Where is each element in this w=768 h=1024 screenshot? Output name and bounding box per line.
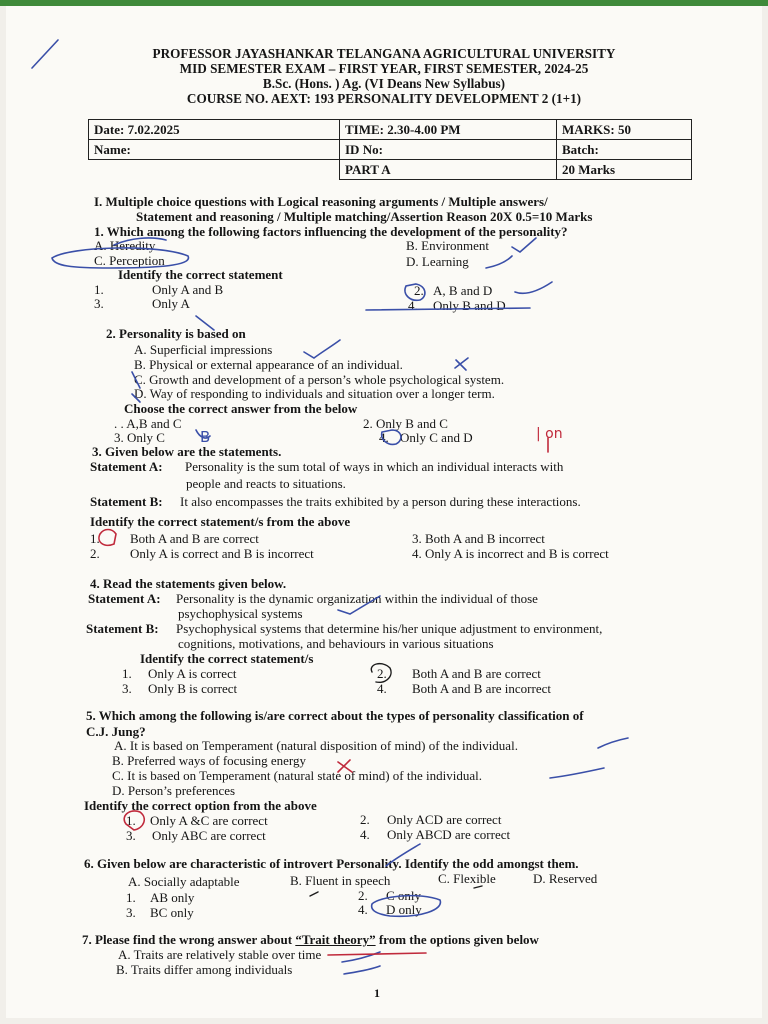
q6-choice-2: C only xyxy=(386,888,422,903)
q5-choice-1: Only A &C are correct xyxy=(150,813,268,828)
q5-choice-3: Only ABC are correct xyxy=(152,828,266,843)
q7-text-quote: “Trait theory” xyxy=(295,932,376,947)
q6-choice-4: D only xyxy=(386,902,422,917)
q1-choice-4-num: 4. xyxy=(408,298,418,313)
q5-option-c: C. It is based on Temperament (natural state of mind) of the individual. xyxy=(112,768,482,783)
empty-cell xyxy=(89,160,340,180)
q1-choice-3: Only A xyxy=(152,296,190,311)
q4-statement-b-line2: cognitions, motivations, and behaviours in various situations xyxy=(178,636,494,651)
q2-instruction: Choose the correct answer from the below xyxy=(124,401,358,416)
marks-cell: MARKS: 50 xyxy=(557,120,692,140)
q2-option-a: A. Superficial impressions xyxy=(134,342,273,357)
q4-choice-2-num: 2. xyxy=(377,666,387,681)
exam-info-table xyxy=(88,119,692,180)
q1-choice-2-num: 2. xyxy=(414,283,424,298)
q1-choice-1: Only A and B xyxy=(152,282,224,297)
q6-choice-3-num: 3. xyxy=(126,905,136,920)
handwritten-note-side: | on xyxy=(536,426,563,442)
part-cell: PART A xyxy=(340,160,557,180)
q3-text: 3. Given below are the statements. xyxy=(92,444,282,459)
q3-choice-2-num: 2. xyxy=(90,546,100,561)
q4-statement-a-line1: Personality is the dynamic organization within the individual of those xyxy=(176,591,538,606)
name-cell: Name: xyxy=(89,140,340,160)
q6-choice-2-num: 2. xyxy=(358,888,368,903)
q4-choice-2: Both A and B are correct xyxy=(412,666,541,681)
q4-choice-1: Only A is correct xyxy=(148,666,237,681)
q4-statement-a-line2: psychophysical systems xyxy=(178,606,303,621)
batch-cell: Batch: xyxy=(557,140,692,160)
handwritten-note-b: B xyxy=(200,428,211,446)
exam-paper xyxy=(6,6,762,1018)
q2-option-d: D. Way of responding to individuals and situation over a longer term. xyxy=(134,386,495,401)
q5-choice-2-num: 2. xyxy=(360,812,370,827)
q5-choice-2: Only ACD are correct xyxy=(387,812,502,827)
q1-text: 1. Which among the following factors influencing the development of the personality? xyxy=(94,224,568,239)
q5-choice-1-num: 1. xyxy=(126,813,136,828)
q6-choice-1: AB only xyxy=(150,890,195,905)
q4-statement-a-label: Statement A: xyxy=(88,591,161,606)
q7-option-a: A. Traits are relatively stable over time xyxy=(118,947,322,962)
q5-text-line2: C.J. Jung? xyxy=(86,724,146,739)
q5-option-a: A. It is based on Temperament (natural disposition of mind) of the individual. xyxy=(114,738,518,753)
program-title: B.Sc. (Hons. ) Ag. (VI Deans New Syllabus) xyxy=(262,76,506,91)
q6-choice-4-num: 4. xyxy=(358,902,368,917)
q4-text: 4. Read the statements given below. xyxy=(90,576,287,591)
q2-choice-3: 3. Only C xyxy=(114,430,165,445)
q1-choice-2: A, B and D xyxy=(433,283,493,298)
course-title: COURSE NO. AEXT: 193 PERSONALITY DEVELOPMENT 2 (1+1) xyxy=(186,91,582,106)
q5-choice-3-num: 3. xyxy=(126,828,136,843)
q6-choice-3: BC only xyxy=(150,905,194,920)
exam-title: MID SEMESTER EXAM – FIRST YEAR, FIRST SEMESTER, 2024-25 xyxy=(179,61,589,76)
date-cell: Date: 7.02.2025 xyxy=(89,120,340,140)
q7-option-b: B. Traits differ among individuals xyxy=(116,962,293,977)
q4-choice-1-num: 1. xyxy=(122,666,132,681)
q6-option-a: A. Socially adaptable xyxy=(128,874,240,889)
q3-choice-4: 4. Only A is incorrect and B is correct xyxy=(412,546,609,561)
q3-choice-2: Only A is correct and B is incorrect xyxy=(130,546,314,561)
q6-text: 6. Given below are characteristic of introvert Personality. Identify the odd amongst them. xyxy=(84,856,579,871)
q2-choice-2: 2. Only B and C xyxy=(363,416,448,431)
q2-option-b: B. Physical or external appearance of an individual. xyxy=(134,357,403,372)
q2-text: 2. Personality is based on xyxy=(106,326,246,341)
q5-text-line1: 5. Which among the following is/are correct about the types of personality classification of xyxy=(86,708,584,723)
q4-choice-3: Only B is correct xyxy=(148,681,238,696)
part-marks-cell: 20 Marks xyxy=(557,160,692,180)
q5-option-d: D. Person’s preferences xyxy=(112,783,236,798)
q5-choice-4: Only ABCD are correct xyxy=(387,827,511,842)
q3-statement-a-line2: people and reacts to situations. xyxy=(186,476,346,491)
q3-choice-1-num: 1. xyxy=(90,531,100,546)
q6-option-c: C. Flexible xyxy=(438,871,496,886)
q3-statement-a-label: Statement A: xyxy=(90,459,163,474)
q1-choice-4: Only B and D xyxy=(433,298,506,313)
q3-statement-b: It also encompasses the traits exhibited by a person during these interactions. xyxy=(180,494,581,509)
q6-option-d: D. Reserved xyxy=(533,871,598,886)
q5-choice-4-num: 4. xyxy=(360,827,370,842)
q4-statement-b-line1: Psychophysical systems that determine his/her unique adjustment to environment, xyxy=(176,621,603,636)
q6-option-b: B. Fluent in speech xyxy=(290,873,391,888)
q1-option-b: B. Environment xyxy=(406,238,490,253)
q1-instruction: Identify the correct statement xyxy=(118,267,283,282)
q7-text xyxy=(82,932,539,948)
q3-statement-b-label: Statement B: xyxy=(90,494,163,509)
q1-option-a: A. Heredity xyxy=(94,238,156,253)
university-title: PROFESSOR JAYASHANKAR TELANGANA AGRICULTURAL UNIVERSITY xyxy=(152,46,616,61)
q2-choice-4-num: 4. xyxy=(379,430,389,445)
section-title-line2: Statement and reasoning / Multiple matching/Assertion Reason 20X 0.5=10 Marks xyxy=(136,209,593,224)
page-number: 1 xyxy=(374,986,380,1000)
section-title-line1: I. Multiple choice questions with Logical reasoning arguments / Multiple answers/ xyxy=(94,194,548,209)
q7-text-post: from the options given below xyxy=(375,932,539,947)
id-cell: ID No: xyxy=(340,140,557,160)
q2-option-c: C. Growth and development of a person’s whole psychological system. xyxy=(134,372,505,387)
q4-choice-3-num: 3. xyxy=(122,681,132,696)
q4-statement-b-label: Statement B: xyxy=(86,621,159,636)
q4-choice-4: Both A and B are incorrect xyxy=(412,681,551,696)
q5-option-b: B. Preferred ways of focusing energy xyxy=(112,753,306,768)
q1-choice-1-num: 1. xyxy=(94,282,104,297)
q7-text-pre: 7. Please find the wrong answer about xyxy=(82,932,296,947)
q3-choice-3: 3. Both A and B incorrect xyxy=(412,531,545,546)
q6-choice-1-num: 1. xyxy=(126,890,136,905)
q3-instruction: Identify the correct statement/s from the above xyxy=(90,514,351,529)
q4-choice-4-num: 4. xyxy=(377,681,387,696)
q2-choice-1: . . A,B and C xyxy=(114,416,182,431)
q2-choice-4: Only C and D xyxy=(400,430,473,445)
q3-statement-a-line1: Personality is the sum total of ways in which an individual interacts with xyxy=(185,459,564,474)
q3-choice-1: Both A and B are correct xyxy=(130,531,259,546)
q1-option-c: C. Perception xyxy=(94,253,165,268)
q1-choice-3-num: 3. xyxy=(94,296,104,311)
q4-instruction: Identify the correct statement/s xyxy=(140,651,314,666)
q5-instruction: Identify the correct option from the above xyxy=(84,798,317,813)
time-cell: TIME: 2.30-4.00 PM xyxy=(340,120,557,140)
q1-option-d: D. Learning xyxy=(406,254,469,269)
